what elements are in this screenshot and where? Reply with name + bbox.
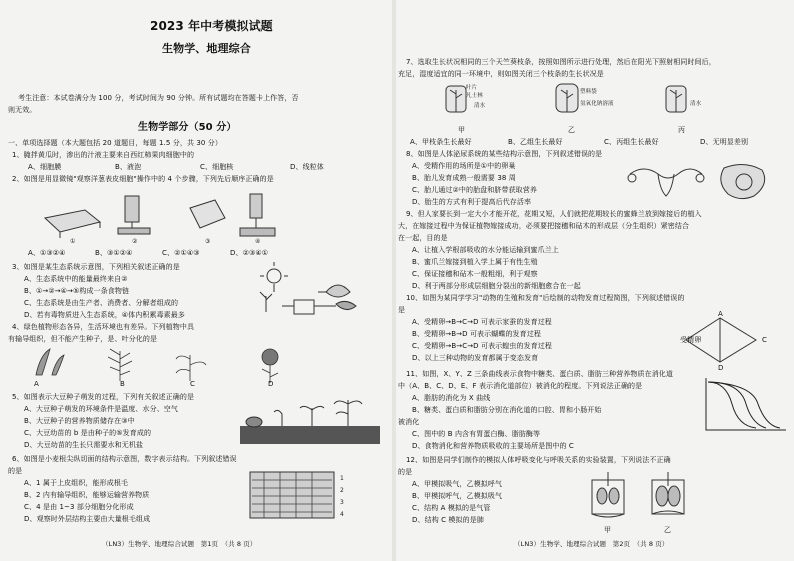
q6-option-b: B、2 内有输导组织，能够运输营养物质 [24,491,150,499]
ecosystem-figure [256,262,366,324]
question-4-line1: 4、绿色植物形态各异，生活环境也有差异。下列植物中具 [12,323,195,331]
svg-text:②: ② [132,238,138,244]
q5-option-b: B、大豆种子的营养物质储存在③中 [24,417,135,425]
fig12-id-yi: 乙 [664,526,672,534]
q12-option-b: B、甲模拟呼气，乙模拟吸气 [412,492,503,500]
question-5: 5、如图表示大豆种子萌发的过程，下列有关叙述正确的是 [12,393,195,401]
fig7-id-yi: 乙 [568,126,576,134]
q11-option-b-cont: 被消化 [398,418,420,426]
q10-option-a: A、受精卵→B→C→D 可表示家蚕的发育过程 [412,318,552,326]
plants-figure [30,345,290,387]
q5-option-c: C、大豆幼苗的 b 是由种子的⑤发育成的 [24,429,152,437]
root-tip-figure [240,470,360,522]
question-11-line2: 中（A、B、C、D、E、F 表示消化道部位）被消化的程度。下列说法正确的是 [398,382,643,390]
q6-option-c: C、4 是由 1~3 部分细胞分化形成 [24,503,134,511]
question-2: 2、如图是用显微镜"观察洋葱表皮细胞"操作中的 4 个步骤，下列先后顺序正确的是 [12,175,274,183]
seed-germination-figure [240,396,380,446]
question-11-line1: 11、如图，X、Y、Z 三条曲线表示食物中糖类、蛋白质、脂肪三种营养物质在消化道 [406,370,673,378]
question-7-line2: 充足，湿度适宜的同一环境中，则如图关闭三个枝条的生长状况是 [398,70,604,78]
svg-text:2: 2 [340,487,344,494]
q8-option-b: B、胎儿发育成熟一般需要 38 周 [412,174,516,182]
q9-option-b: B、蜜爪兰嫁接到植入学上属于有性生殖 [412,258,538,266]
exam-notice-line1: 考生注意：本试卷满分为 100 分，考试时间为 90 分钟。所有试题均在答题卡上作答，否 [18,94,299,102]
q2-option-c: C、②①④③ [162,249,200,257]
fig7-label-water-a: 清水 [474,103,486,109]
digestion-curve-figure [696,374,788,440]
page-two [396,0,794,561]
microscope-steps-figure [40,188,300,244]
fig12-id-jia: 甲 [604,526,612,534]
section-title: 生物学部分（50 分） [138,122,237,133]
question-6-line2: 的是 [8,467,23,475]
q6-option-a: A、1 属于上皮组织，能形成根毛 [24,479,129,487]
q11-option-a: A、脂肪的消化为 X 曲线 [412,394,491,402]
svg-text:④: ④ [255,238,261,244]
q12-option-a: A、甲模拟吸气，乙模拟呼气 [412,480,503,488]
q5-option-d: D、大豆幼苗的生长只需要水和无机盐 [24,441,144,449]
fig7-label-water-c: 清水 [690,101,702,107]
q8-option-c: C、胎儿通过②中的胎盘和脐带获取营养 [412,186,537,194]
page-footer: （LN3）生物学、地理综合试题 第1页 （共 8 页） [102,540,257,548]
question-7-line1: 7、选取生长状况相同的三个天竺葵枝条，按照如图所示进行处理，然后在阳光下照射相同时间后， [406,58,716,66]
breathing-model-figure [584,470,694,526]
exam-title: 2023 年中考模拟试题 [150,19,273,33]
q1-option-a: A、细胞膜 [28,163,62,171]
question-3: 3、如图是某生态系统示意图，下列相关叙述正确的是 [12,263,180,271]
fig10-center-label: 受精卵 [680,336,702,344]
question-9-line1: 9、但人家要长到一定大小才能开花，花期又短，人们就把花期较长的蜜蜂兰放到嫁接后的植入 [406,210,702,218]
q10-option-b: B、受精卵→B→D 可表示蝴蝶的发育过程 [412,330,541,338]
fig7-id-bing: 丙 [678,126,686,134]
fig7-label-naoh: 氢氧化钠溶液 [580,101,614,107]
q8-option-d: D、胎生的方式有利于提高后代存活率 [412,198,532,206]
svg-text:1: 1 [340,475,344,482]
q7-option-c: C、丙组生长最好 [604,138,659,146]
question-9-line2: 大，在嫁接过程中为保证植物嫁接成功，必须要把接穗和砧木的形成层（分生组织）紧密结合 [398,222,690,230]
fig7-id-jia: 甲 [458,126,466,134]
question-8: 8、如图是人体泌尿系统的某些结构示意图，下列叙述错误的是 [406,150,603,158]
q12-option-d: D、结构 C 模拟的是肺 [412,516,484,524]
q9-option-d: D、利于两部分形成层细胞分裂出的新细胞愈合在一起 [412,282,581,290]
question-10-line1: 10、如图为某同学学习"动物的生殖和发育"后绘制的动物发育过程简图，下列叙述错误的 [406,294,685,302]
svg-text:4: 4 [340,511,344,518]
q1-option-d: D、线粒体 [290,163,324,171]
fig10-node-d: D [718,364,724,372]
q10-option-d: D、以上三种动物的发育都属于变态发育 [412,354,539,362]
q5-option-a: A、大豆种子萌发的环境条件是温度、水分、空气 [24,405,178,413]
plant-label-d: D [268,380,274,388]
q10-option-c: C、受精卵→B→C→D 可表示蝗虫的发育过程 [412,342,552,350]
q6-option-d: D、观察时外层结构主要由大量根毛组成 [24,515,151,523]
fig10-node-a: A [718,310,723,318]
q3-option-a: A、生态系统中的能量最终来自② [24,275,128,283]
plant-label-a: A [34,380,39,388]
exam-subtitle: 生物学、地理综合 [162,42,251,55]
question-10-line2: 是 [398,306,406,314]
svg-text:①: ① [70,238,76,244]
question-12-line2: 的是 [398,468,413,476]
q7-option-a: A、甲枝条生长最好 [410,138,472,146]
exam-notice-line2: 则无效。 [8,106,37,114]
q12-option-c: C、结构 A 模拟的是气管 [412,504,491,512]
q3-option-d: D、若有毒物质进入生态系统，④体内积累毒素最多 [24,311,185,319]
q11-option-b: B、糖类、蛋白质和脂肪分别在消化道的口腔、胃和小肠开始 [412,406,602,414]
q9-option-a: A、让植入学根部吸收的水分能运输到蜜爪兰上 [412,246,559,254]
q7-option-b: B、乙组生长最好 [508,138,563,146]
q2-option-a: A、①③②④ [28,249,66,257]
question-9-line3: 在一起，目的是 [398,234,448,242]
question-4-line2: 有输导组织，但不能产生种子，是、叶分化的是 [8,335,158,343]
q2-option-d: D、②③④① [230,249,269,257]
q1-option-c: C、细胞核 [200,163,234,171]
q1-option-b: B、液泡 [115,163,142,171]
fig7-label-leaf: 叶片 [466,85,478,91]
question-6-line1: 6、如图是小麦根尖纵切面的结构示意图，数字表示结构。下列叙述错误 [12,455,237,463]
q8-option-a: A、受精作用的场所是①中的卵巢 [412,162,516,170]
q11-option-d: D、食物消化和营养物质吸收的主要场所是图中的 C [412,442,574,450]
page-footer: （LN3）生物学、地理综合试题 第2页 （共 8 页） [514,540,669,548]
q3-option-c: C、生态系统是由生产者、消费者、分解者组成的 [24,299,179,307]
svg-text:3: 3 [340,499,344,506]
page-one [0,0,392,561]
fig10-node-c: C [762,336,767,344]
q11-option-c: C、图中的 B 内含有胃蛋白酶、脂肪酶等 [412,430,541,438]
fig7-label-bag: 塑料袋 [580,89,597,95]
svg-text:③: ③ [205,238,211,244]
part-one-heading: 一、单项选择题（本大题包括 20 道题目，每题 1.5 分，共 30 分） [8,139,222,147]
q3-option-b: B、①→②→④→⑤构成一条食物链 [24,287,130,295]
q2-option-b: B、③①②④ [95,249,133,257]
plant-label-c: C [190,380,195,388]
reproductive-organs-figure [624,160,774,202]
q7-option-d: D、无明显差别 [700,138,749,146]
question-12-line1: 12、如图是同学们制作的模拟人体呼吸变化与呼吸关系的实验装置，下列说法不正确 [406,456,671,464]
fig7-label-vaseline: 凡士林 [466,93,483,99]
question-1: 1、腌拌黄瓜时，渗出的汁液主要来自西红柿果肉细胞中的 [12,151,195,159]
q9-option-c: C、保证接穗和砧木一般粗细，利于观察 [412,270,538,278]
plant-label-b: B [120,380,125,388]
